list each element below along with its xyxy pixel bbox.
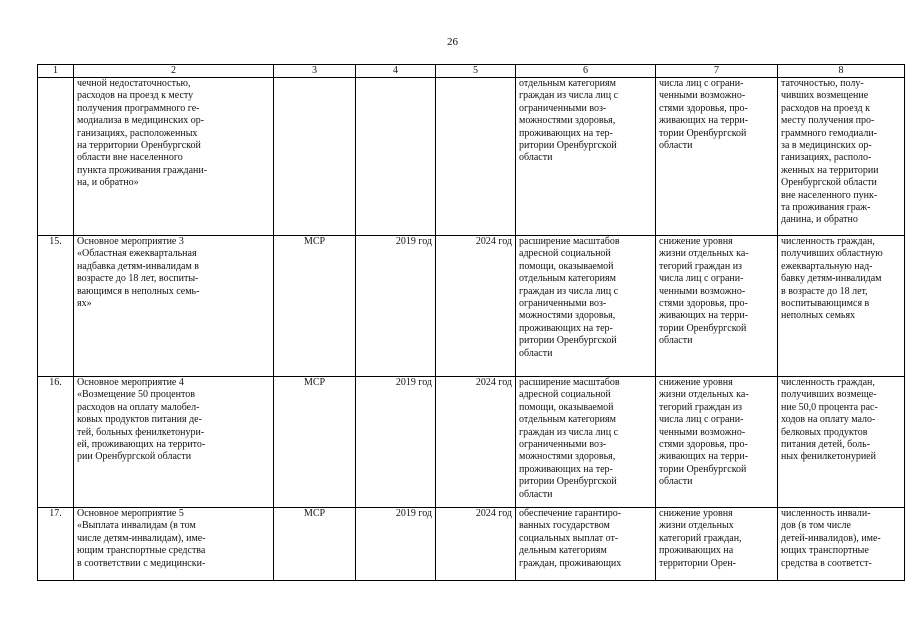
- linked-indicator: таточностью, полу- чивших возмещение расходов на проезд к месту получения про- граммного гемодиали- за в медицинских ор- ганизациях, располо- женных на территории Оренбургской области вне населенного пунк- та проживания граж- данина, и обратно: [778, 78, 905, 236]
- end-year: [436, 78, 516, 236]
- row-number: 16.: [38, 377, 74, 508]
- executor: МСР: [274, 508, 356, 581]
- column-header-3: 3: [274, 65, 356, 78]
- table-row: [38, 236, 905, 377]
- measure-name: Основное мероприятие 3 «Областная ежеквартальная надбавка детям-инвалидам в возрасте до 18 лет, воспиты- вающимся в неполных семь- ях»: [74, 236, 274, 377]
- non-implementation-consequence: числа лиц с ограни- ченными возможно- стями здоровья, про- живающих на терри- тории Оренбургской области: [656, 78, 778, 236]
- column-header-2: 2: [74, 65, 274, 78]
- non-implementation-consequence: снижение уровня жизни отдельных ка- тегорий граждан из числа лиц с ограни- ченными возможно- стями здоровья, про- живающих на терри- тории Оренбургской области: [656, 377, 778, 508]
- expected-result: расширение масштабов адресной социальной помощи, оказываемой отдельным категориям граждан из числа лиц с ограниченными воз- можностями здоровья, проживающих на тер- ритории Оренбургской области: [516, 236, 656, 377]
- column-header-1: 1: [38, 65, 74, 78]
- header-row: [38, 65, 905, 78]
- table-row: [38, 78, 905, 236]
- table-row: [38, 508, 905, 581]
- table-row: [38, 377, 905, 508]
- start-year: 2019 год: [356, 377, 436, 508]
- column-header-7: 7: [656, 65, 778, 78]
- measures-table: [37, 64, 905, 581]
- column-header-8: 8: [778, 65, 905, 78]
- row-number: 15.: [38, 236, 74, 377]
- measure-name: Основное мероприятие 4 «Возмещение 50 процентов расходов на оплату малобел- ковых продуктов питания де- тей, больных фенилкетонури- ей, проживающих на террито- рии Оренбургской области: [74, 377, 274, 508]
- end-year: 2024 год: [436, 508, 516, 581]
- start-year: 2019 год: [356, 236, 436, 377]
- executor: [274, 78, 356, 236]
- column-header-6: 6: [516, 65, 656, 78]
- executor: МСР: [274, 236, 356, 377]
- expected-result: отдельным категориям граждан из числа лиц с ограниченными воз- можностями здоровья, проживающих на тер- ритории Оренбургской области: [516, 78, 656, 236]
- column-header-5: 5: [436, 65, 516, 78]
- row-number: 17.: [38, 508, 74, 581]
- linked-indicator: численность граждан, получивших областную ежеквартальную над- бавку детям-инвалидам в возрасте до 18 лет, воспитывающимся в неполных семьях: [778, 236, 905, 377]
- column-header-4: 4: [356, 65, 436, 78]
- page-number: 26: [447, 36, 458, 48]
- end-year: 2024 год: [436, 236, 516, 377]
- row-number: [38, 78, 74, 236]
- non-implementation-consequence: снижение уровня жизни отдельных ка- тегорий граждан из числа лиц с ограни- ченными возможно- стями здоровья, про- живающих на терри- тории Оренбургской области: [656, 236, 778, 377]
- start-year: [356, 78, 436, 236]
- expected-result: обеспечение гарантиро- ванных государством социальных выплат от- дельным категориям граждан, проживающих: [516, 508, 656, 581]
- executor: МСР: [274, 377, 356, 508]
- linked-indicator: численность граждан, получивших возмеще- ние 50,0 процента рас- ходов на оплату мало- белковых продуктов питания детей, боль- ных фенилкетонурией: [778, 377, 905, 508]
- end-year: 2024 год: [436, 377, 516, 508]
- linked-indicator: численность инвали- дов (в том числе детей-инвалидов), име- ющих транспортные средства в соответст-: [778, 508, 905, 581]
- non-implementation-consequence: снижение уровня жизни отдельных категорий граждан, проживающих на территории Орен-: [656, 508, 778, 581]
- expected-result: расширение масштабов адресной социальной помощи, оказываемой отдельным категориям граждан из числа лиц с ограниченными воз- можностями здоровья, проживающих на тер- ритории Оренбургской области: [516, 377, 656, 508]
- start-year: 2019 год: [356, 508, 436, 581]
- measure-name: Основное мероприятие 5 «Выплата инвалидам (в том числе детям-инвалидам), име- ющим транспортные средства в соответствии с медицински-: [74, 508, 274, 581]
- measure-name: чечной недостаточностью, расходов на проезд к месту получения программного ге- модиализа в медицинских ор- ганизациях, расположенных на территории Оренбургской области вне населенного пункта проживания граждани- на, и обратно»: [74, 78, 274, 236]
